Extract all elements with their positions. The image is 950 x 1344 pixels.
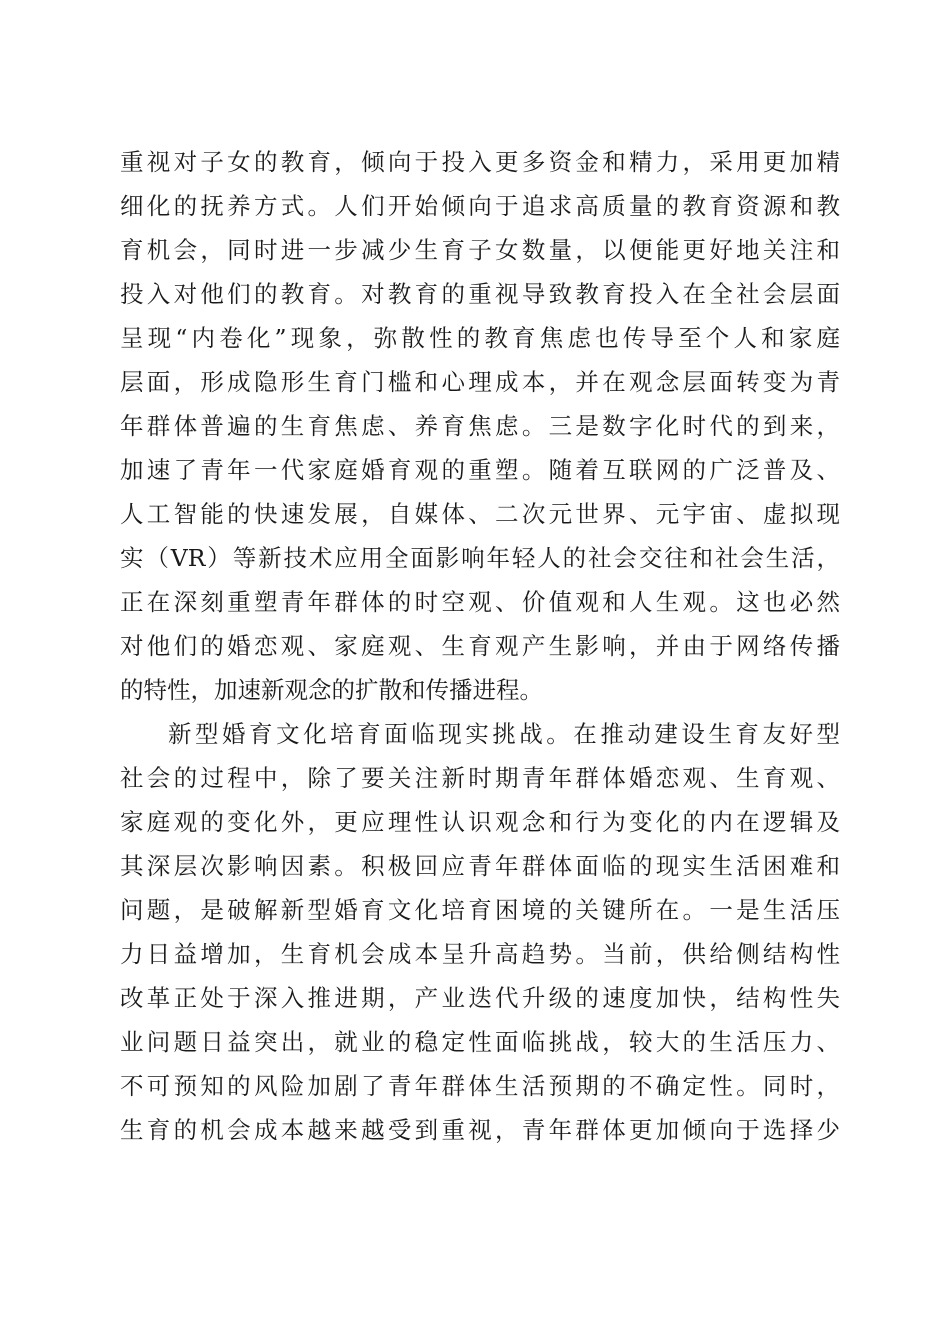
text-line: 正在深刻重塑青年群体的时空观、价值观和人生观。这也必然 — [120, 588, 840, 616]
text-line: 投入对他们的教育。对教育的重视导致教育投入在全社会层面 — [120, 280, 840, 308]
text-line: 问题，是破解新型婚育文化培育困境的关键所在。一是生活压 — [120, 896, 840, 924]
text-line: 不可预知的风险加剧了青年群体生活预期的不确定性。同时， — [120, 1072, 840, 1100]
text-line: 家庭观的变化外，更应理性认识观念和行为变化的内在逻辑及 — [120, 808, 840, 836]
text-line: 人工智能的快速发展，自媒体、二次元世界、元宇宙、虚拟现 — [120, 500, 840, 528]
text-line: 力日益增加，生育机会成本呈升高趋势。当前，供给侧结构性 — [120, 940, 840, 968]
paragraph-1 — [120, 140, 840, 712]
text-line: 年群体普遍的生育焦虑、养育焦虑。三是数字化时代的到来， — [120, 412, 840, 440]
text-line: 细化的抚养方式。人们开始倾向于追求高质量的教育资源和教 — [120, 192, 840, 220]
text-line: 的特性，加速新观念的扩散和传播进程。 — [120, 676, 543, 704]
text-line: 层面，形成隐形生育门槛和心理成本，并在观念层面转变为青 — [120, 368, 840, 396]
text-line: 其深层次影响因素。积极回应青年群体面临的现实生活困难和 — [120, 852, 840, 880]
text-line: 对他们的婚恋观、家庭观、生育观产生影响，并由于网络传播 — [120, 632, 840, 660]
text-line: 呈现“内卷化”现象，弥散性的教育焦虑也传导至个人和家庭 — [120, 324, 840, 352]
text-line: 实（VR）等新技术应用全面影响年轻人的社会交往和社会生活， — [120, 544, 840, 572]
text-line: 社会的过程中，除了要关注新时期青年群体婚恋观、生育观、 — [120, 764, 840, 792]
text-line: 加速了青年一代家庭婚育观的重塑。随着互联网的广泛普及、 — [120, 456, 840, 484]
text-line: 生育的机会成本越来越受到重视，青年群体更加倾向于选择少 — [120, 1116, 840, 1144]
text-line: 重视对子女的教育，倾向于投入更多资金和精力，采用更加精 — [120, 148, 840, 176]
paragraph-2 — [120, 712, 840, 1152]
text-line: 育机会，同时进一步减少生育子女数量，以便能更好地关注和 — [120, 236, 840, 264]
body-text — [120, 140, 840, 1152]
text-line: 改革正处于深入推进期，产业迭代升级的速度加快，结构性失 — [120, 984, 840, 1012]
text-line: 业问题日益突出，就业的稳定性面临挑战，较大的生活压力、 — [120, 1028, 840, 1056]
text-line: 新型婚育文化培育面临现实挑战。在推动建设生育友好型 — [168, 720, 840, 748]
